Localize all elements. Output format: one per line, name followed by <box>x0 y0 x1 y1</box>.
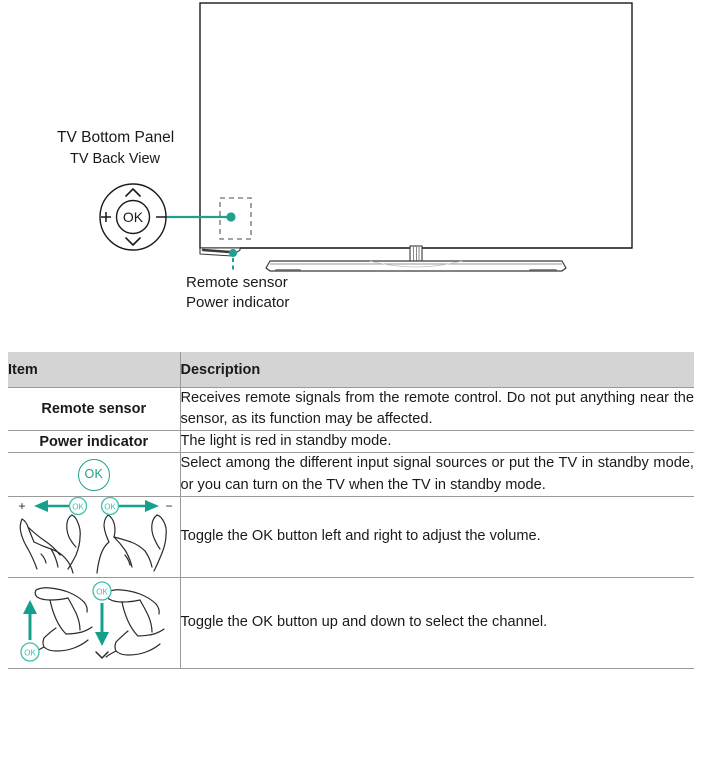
label-remote-sensor: Remote sensor <box>186 274 288 291</box>
control-pad-ok-label: OK <box>122 209 144 225</box>
ok-button-icon: OK <box>78 459 110 491</box>
tv-screen-outline <box>200 3 632 248</box>
svg-text:OK: OK <box>104 502 116 512</box>
table-header <box>8 352 694 388</box>
arrow-up-icon <box>23 600 37 640</box>
column-header-description: Description <box>180 352 694 388</box>
row-description-remote-sensor: Receives remote signals from the remote control. Do not put anything near the sensor, as its function may be affected. <box>180 388 694 431</box>
hand-toggle-left-right-icon <box>8 497 180 577</box>
gesture-ok-badge-down <box>93 582 111 600</box>
table-row <box>8 577 694 668</box>
row-item-toggle-left-right <box>8 496 180 577</box>
table-body <box>8 388 694 669</box>
row-description-ok-button: Select among the different input signal sources or put the TV in standby mode, or you can turn on the TV when the TV in standby mode. <box>180 453 694 496</box>
tv-diagram-svg <box>0 0 702 345</box>
label-tv-back-view: TV Back View <box>70 151 160 167</box>
table-header-row <box>8 352 694 388</box>
callout-line-sensor-labels <box>229 249 237 272</box>
arrow-left-icon <box>34 500 74 512</box>
arrow-right-icon <box>119 500 159 512</box>
gesture-ok-badge-up <box>21 643 39 661</box>
row-item-toggle-up-down <box>8 577 180 668</box>
hand-right-illustration <box>97 515 166 573</box>
svg-text:OK: OK <box>72 502 84 512</box>
column-header-item: Item <box>8 352 180 388</box>
row-item-remote-sensor: Remote sensor <box>41 401 147 418</box>
tv-controls-table <box>8 352 694 669</box>
table-row <box>8 431 694 453</box>
label-power-indicator: Power indicator <box>186 294 290 311</box>
row-item-ok-button <box>8 453 180 496</box>
svg-text:OK: OK <box>96 587 108 597</box>
row-item-power-indicator: Power indicator <box>39 433 149 450</box>
row-description-toggle-left-right: Toggle the OK button left and right to adjust the volume. <box>180 496 694 577</box>
table-row <box>8 496 694 577</box>
svg-text:OK: OK <box>24 648 36 658</box>
table-row <box>8 388 694 431</box>
tv-stand <box>266 246 566 271</box>
gesture-ok-badge-left <box>70 497 87 514</box>
hand-left-illustration <box>20 515 80 573</box>
gesture-ok-badge-right <box>102 497 119 514</box>
control-pad-icon <box>100 184 166 250</box>
label-tv-bottom-panel: TV Bottom Panel <box>57 129 175 146</box>
tv-illustration <box>0 0 702 345</box>
arrow-down-icon <box>95 603 109 646</box>
table-row <box>8 453 694 496</box>
row-description-power-indicator: The light is red in standby mode. <box>180 431 694 453</box>
gesture-plus-label: + <box>18 498 26 513</box>
row-description-toggle-up-down: Toggle the OK button up and down to select the channel. <box>180 577 694 668</box>
hand-up-illustration <box>34 588 92 653</box>
hand-toggle-up-down-icon <box>8 578 180 668</box>
hand-down-illustration <box>106 590 164 657</box>
gesture-minus-label: − <box>165 498 173 513</box>
